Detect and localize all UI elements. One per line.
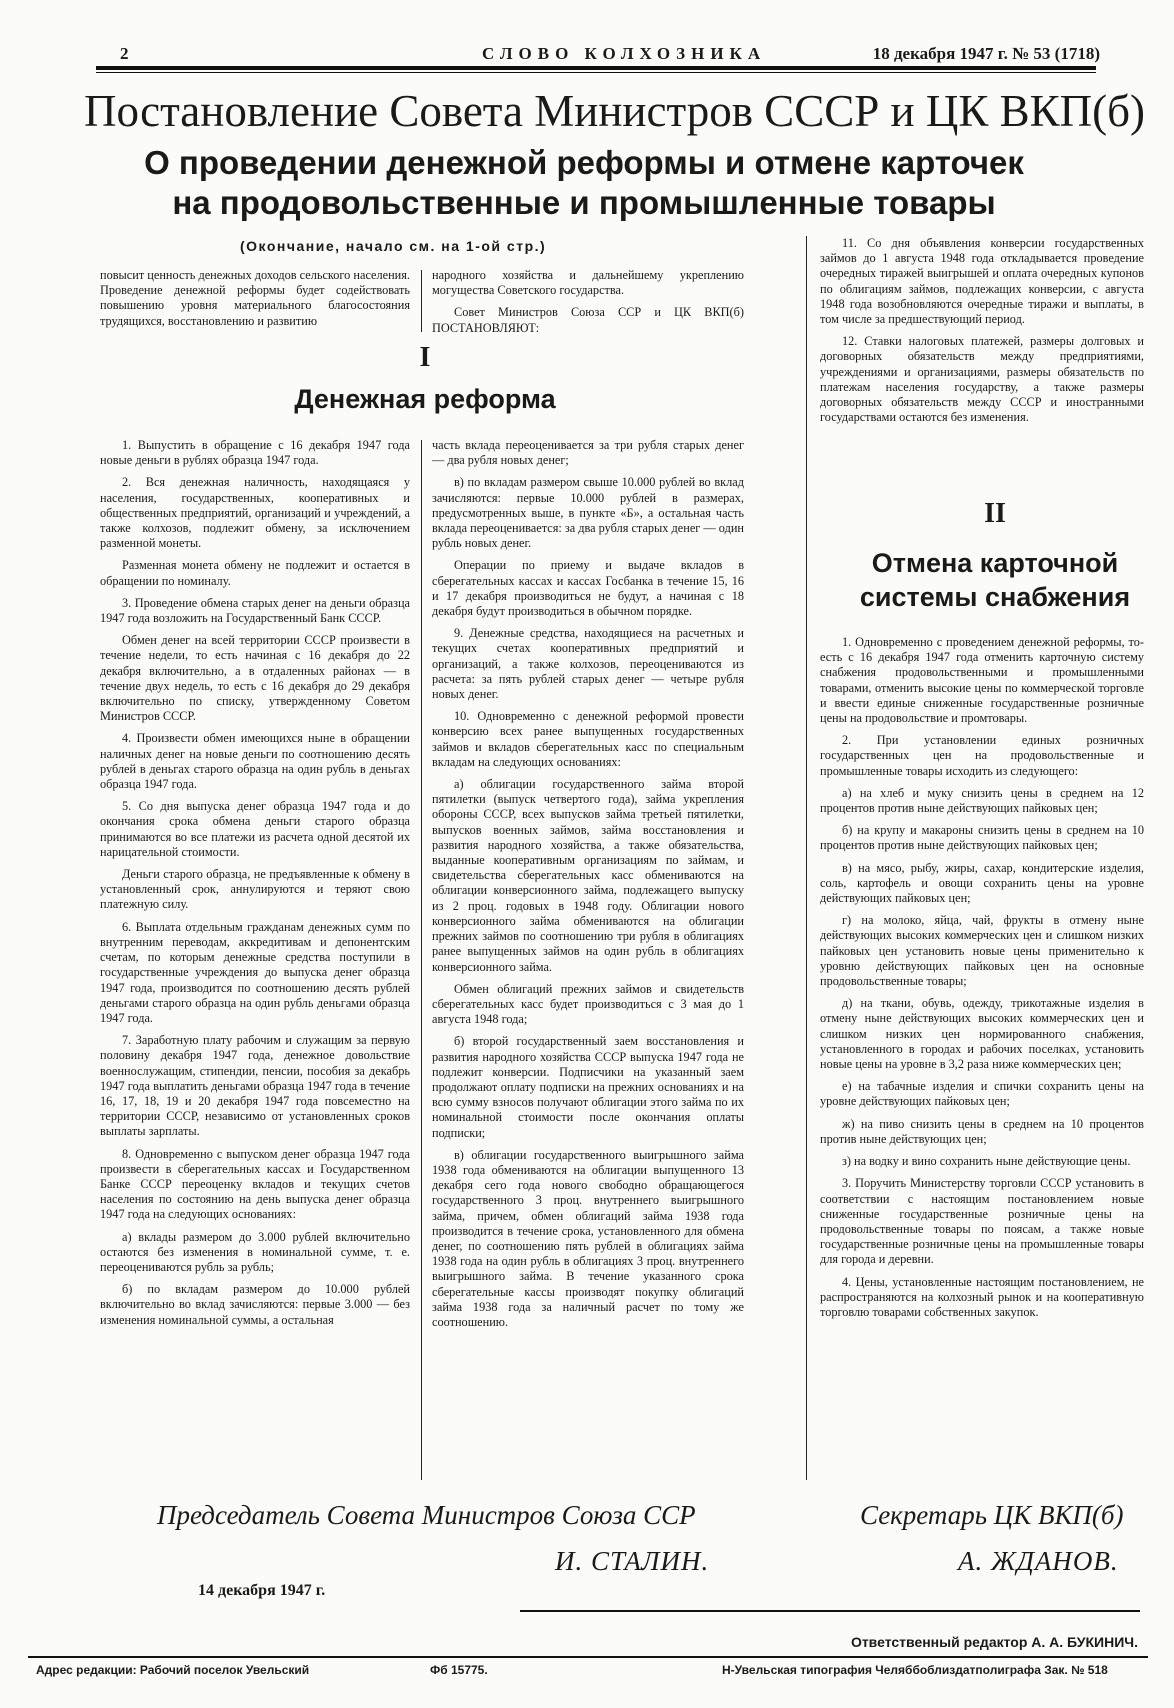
issue-date: 18 декабря 1947 г. № 53 (1718) [872, 44, 1100, 63]
section-1-number: I [419, 342, 431, 373]
printing-house: Н-Увельская типография Челяббоблиздатполиграфа Зак. № 518 [722, 1663, 1108, 1677]
intro-paragraph: народного хозяйства и дальнейшему укреплению могущества Советского государства. [432, 268, 744, 298]
masthead-rule [96, 66, 1096, 70]
list-item: б) второй государственный заем восстановления и развития народного хозяйства СССР выпуска 1947 года не подлежит конверсии. Подписчики на указанный заем продолжают оплату подписки на прежних основаниях и на всю сумму взносов получают облигации этого займа по их номинальной стоимости после окончания оплаты подписки; [432, 1034, 744, 1140]
list-item: 3. Проведение обмена старых денег на деньги образца 1947 года возложить на Государственный Банк СССР. [100, 595, 410, 626]
list-item: 7. Заработную плату рабочим и служащим за первую половину декабря 1947 года, денежное довольствие военнослужащим, стипендии, пенсии, пособия за декабрь 1947 года выплатить деньгами образца 1947 года в течение 16, 17, 18, 19 и 20 декабря 1947 года повсеместно на территории СССР, независимо от установленных сроков выплаты зарплаты. [100, 1033, 410, 1139]
list-item: е) на табачные изделия и спички сохранить цены на уровне действующих пайковых цен; [820, 1079, 1144, 1109]
list-item: 1. Одновременно с проведением денежной реформы, то-есть с 16 декабря 1947 года отменить карточную систему снабжения продовольственными и промышленными товарами, отменить высокие цены по коммерческой торговле и ввести единые сниженные государственные розничные цены на продовольствие и промтовары. [820, 635, 1144, 726]
secretary-signature-name: А. ЖДАНОВ. [958, 1546, 1119, 1576]
masthead [100, 44, 1100, 66]
list-item: б) на крупу и макароны снизить цены в среднем на 10 процентов против ныне действующих пайковых цен; [820, 823, 1144, 853]
list-item: 3. Поручить Министерству торговли СССР установить в соответствии с настоящим постановлением новые сниженные государственные розничные цены на продовольственные товары по поясам, а также новые государственные розничные цены на промышленные товары для города и деревни. [820, 1176, 1144, 1267]
list-item: Деньги старого образца, не предъявленные к обмену в установленный срок, аннулируются и теряют свою платежную силу. [100, 867, 410, 912]
section-2-title-line-2: системы снабжения [859, 582, 1131, 612]
column-divider [421, 440, 422, 1480]
section-2-number: II [984, 498, 1006, 529]
responsible-editor: Ответственный редактор А. А. БУКИНИЧ. [850, 1634, 1138, 1650]
newspaper-name: СЛОВО КОЛХОЗНИКА [482, 44, 767, 63]
list-item: 2. При установлении единых розничных государственных цен на продовольственные и промышленные товары исходить из следующего: [820, 733, 1144, 778]
column-3-top [820, 236, 1144, 432]
intro-paragraph: повысит ценность денежных доходов сельского населения. Проведение денежной реформы будет содействовать повышению уровня материального благосостояния трудящихся, восстановлению и развитию [100, 268, 410, 328]
chair-signature-title: Председатель Совета Министров Союза ССР [157, 1500, 696, 1530]
footer-rule [28, 1656, 1148, 1658]
list-item: г) на молоко, яйца, чай, фрукты в отмену ныне действующих высоких коммерческих цен и слишком низких пайковых цен установить новые цены применительно к уровню действующих пайковых цен на основные продовольственные товары; [820, 913, 1144, 989]
list-item: 4. Произвести обмен имеющихся ныне в обращении наличных денег на новые деньги по соотношению десять рублей в деньгах старого образца на один рубль в деньгах образца 1947 года. [100, 731, 410, 792]
intro-column-1 [100, 268, 410, 336]
list-item: 4. Цены, установленные настоящим постановлением, не распространяются на колхозный рынок и на кооперативную торговлю товарами собственных закупок. [820, 1274, 1144, 1319]
section-1-title: Денежная реформа [294, 384, 556, 414]
list-item: ж) на пиво снизить цены в среднем на 10 процентов против ныне действующих цен; [820, 1116, 1144, 1146]
column-divider [806, 236, 807, 1480]
page-number: 2 [120, 44, 129, 63]
list-item: 2. Вся денежная наличность, находящаяся у населения, государственных, кооперативных и общественных предприятий, организаций и учреждений, а также колхозов, подлежит обмену, за исключением разменной монеты. [100, 475, 410, 551]
list-item: 9. Денежные средства, находящиеся на расчетных и текущих счетах кооперативных предприятий и организаций, а также колхозов, переоцениваются из расчета: за пять рублей старых денег — четыре рубля новых денег. [432, 626, 744, 702]
list-item: в) по вкладам размером свыше 10.000 рублей во вклад зачисляются: первые 10.000 рублей в размерах, предусмотренных выше, в пункте «Б», а остальная часть вклада переоценивается: за два рубля старых денег — один рубль новых денег. [432, 475, 744, 551]
list-item: часть вклада переоценивается за три рубля старых денег — два рубля новых денег; [432, 438, 744, 468]
headline-line-1: О проведении денежной реформы и отмене карточек [144, 144, 1024, 181]
paragraph-11: 11. Со дня объявления конверсии государственных займов до 1 августа 1948 года откладывается проведение очередных тиражей выигрышей и оплата очередных купонов по облигациям займов, подлежащих конверсии, с августа 1948 года возобновляются очередные тиражи и выплаты, в том числе за предшествующий период. [820, 236, 1144, 327]
list-item: 6. Выплата отдельным гражданам денежных сумм по внутренним переводам, аккредитивам и депонентским счетам, по которым денежные средства поступили в государственные учреждения до выпуска денег образца 1947 года, производится по соотношению десять рублей деньгами старого образца на один рубль деньгами образца 1947 года. [100, 919, 410, 1025]
list-item: Обмен денег на всей территории СССР произвести в течение недели, то есть начиная с 16 декабря до 22 декабря включительно, а в отдаленных районах — в течение двух недель, то есть с 16 декабря до 29 декабря включительно по списку, утвержденному Советом Министров СССР. [100, 633, 410, 724]
continuation-note: (Окончание, начало см. на 1-ой стр.) [240, 238, 547, 254]
list-item: Операции по приему и выдаче вкладов в сберегательных кассах и кассах Госбанка в течение 15, 16 и 17 декабря производиться не будут, а начиная с 18 декабря будут производиться в обычном порядке. [432, 558, 744, 619]
paragraph-12: 12. Ставки налоговых платежей, размеры долговых и договорных обязательств между предприятиями, учреждениями и организациями, размеры обязательств по платежам населения государству, а также размеры договорных обязательств между СССР и иностранными государствами остаются без изменения. [820, 334, 1144, 425]
editorial-address: Адрес редакции: Рабочий поселок Увельский [36, 1663, 310, 1677]
list-item: 1. Выпустить в обращение с 16 декабря 1947 года новые деньги в рублях образца 1947 года. [100, 438, 410, 468]
section-2-title [840, 546, 1150, 614]
list-item: а) на хлеб и муку снизить цены в среднем на 12 процентов против ныне действующих пайковых цен; [820, 785, 1144, 816]
decree-title: Постановление Совета Министров СССР и ЦК ВКП(б) [84, 86, 1145, 136]
list-item: 5. Со дня выпуска денег образца 1947 года и до окончания срока обмена деньги старого образца принимаются во все платежи из расчета одной десятой их нарицательной стоимости. [100, 799, 410, 859]
section-2-title-line-1: Отмена карточной [871, 548, 1119, 578]
list-item: Разменная монета обмену не подлежит и остается в обращении по номиналу. [100, 558, 410, 588]
list-item: 10. Одновременно с денежной реформой провести конверсию всех ранее выпущенных государственных займов и вкладов сберегательных касс по специальным вкладам на следующих основаниях: [432, 709, 744, 769]
column-divider [421, 270, 422, 332]
intro-column-2 [432, 268, 744, 343]
decree-date: 14 декабря 1947 г. [198, 1582, 326, 1599]
list-item: з) на водку и вино сохранить ныне действующие цены. [842, 1154, 1131, 1169]
resolution-paragraph: Совет Министров Союза ССР и ЦК ВКП(б) ПОСТАНОВЛЯЮТ: [432, 305, 744, 335]
list-item: 8. Одновременно с выпуском денег образца 1947 года произвести в сберегательных кассах и Государственном Банке СССР переоценку вкладов и текущих счетов населения по состоянию на день выпуска денег образца 1947 года на следующих основаниях: [100, 1146, 410, 1222]
masthead-rule-thin [96, 72, 1096, 73]
list-item: а) облигации государственного займа второй пятилетки (выпуск четвертого года), займа укрепления обороны СССР, всех выпусков займа третьей пятилетки, выпусков военных займов, займа восстановления и развития народного хозяйства, а также обязательства, выданные кооперативным организациям по займам, и свидетельства сберегательных касс обмениваются на облигации конверсионного займа, подлежащего выпуску из 2 проц. годовых в 1948 году. Облигации нового конверсионного займа обмениваются на облигации прежних займов по соотношению три рубля в облигациях ранее выпущенных займов на один рубль в облигациях конверсионного займа. [432, 777, 744, 974]
list-item: д) на ткани, обувь, одежду, трикотажные изделия в отмену ныне действующих высоких коммерческих цен и слишком низких цен нормированного снабжения, установленного в городах и рабочих поселках, установить новые цены на уровне в 3,2 раза ниже коммерческих цен; [820, 996, 1144, 1072]
editor-rule [520, 1610, 1140, 1612]
headline-line-2: на продовольственные и промышленные товары [172, 184, 996, 221]
headline [84, 143, 1084, 223]
list-item: а) вклады размером до 3.000 рублей включительно остаются без изменения в номинальной сумме, т. е. переоцениваются рубль за рубль; [100, 1229, 410, 1274]
section-2-column [820, 635, 1144, 1327]
censor-code: Фб 15775. [430, 1663, 488, 1677]
secretary-signature-title: Секретарь ЦК ВКП(б) [860, 1500, 1124, 1530]
section-1-column-1 [100, 438, 410, 1335]
section-1-column-2 [432, 438, 744, 1337]
chair-signature-name: И. СТАЛИН. [555, 1546, 710, 1576]
list-item: в) облигации государственного выигрышного займа 1938 года обмениваются на облигации выпущенного 13 декабря сего года нового свободно обращающегося государственного 3 проц. внутреннего выигрышного займа, причем, обмен облигаций займа 1938 года производится в течение срока, установленного для обмена денег, по соотношению пять рублей в облигациях займа 1938 года на один рубль в облигациях 3 проц. внутреннего выигрышного займа. В течение указанного срока сберегательные кассы производят покупку облигаций займа 1938 года за наличный расчет по тому же соотношению. [432, 1147, 744, 1329]
list-item: б) по вкладам размером до 10.000 рублей включительно во вклад зачисляются: первые 3.000 — без изменения номинальной суммы, а остальная [100, 1282, 410, 1327]
list-item: в) на мясо, рыбу, жиры, сахар, кондитерские изделия, соль, картофель и овощи сохранить цены на уровне действующих пайковых цен; [820, 860, 1144, 906]
list-item: Обмен облигаций прежних займов и свидетельств сберегательных касс будет производиться с 3 мая до 1 августа 1948 года; [432, 981, 744, 1027]
